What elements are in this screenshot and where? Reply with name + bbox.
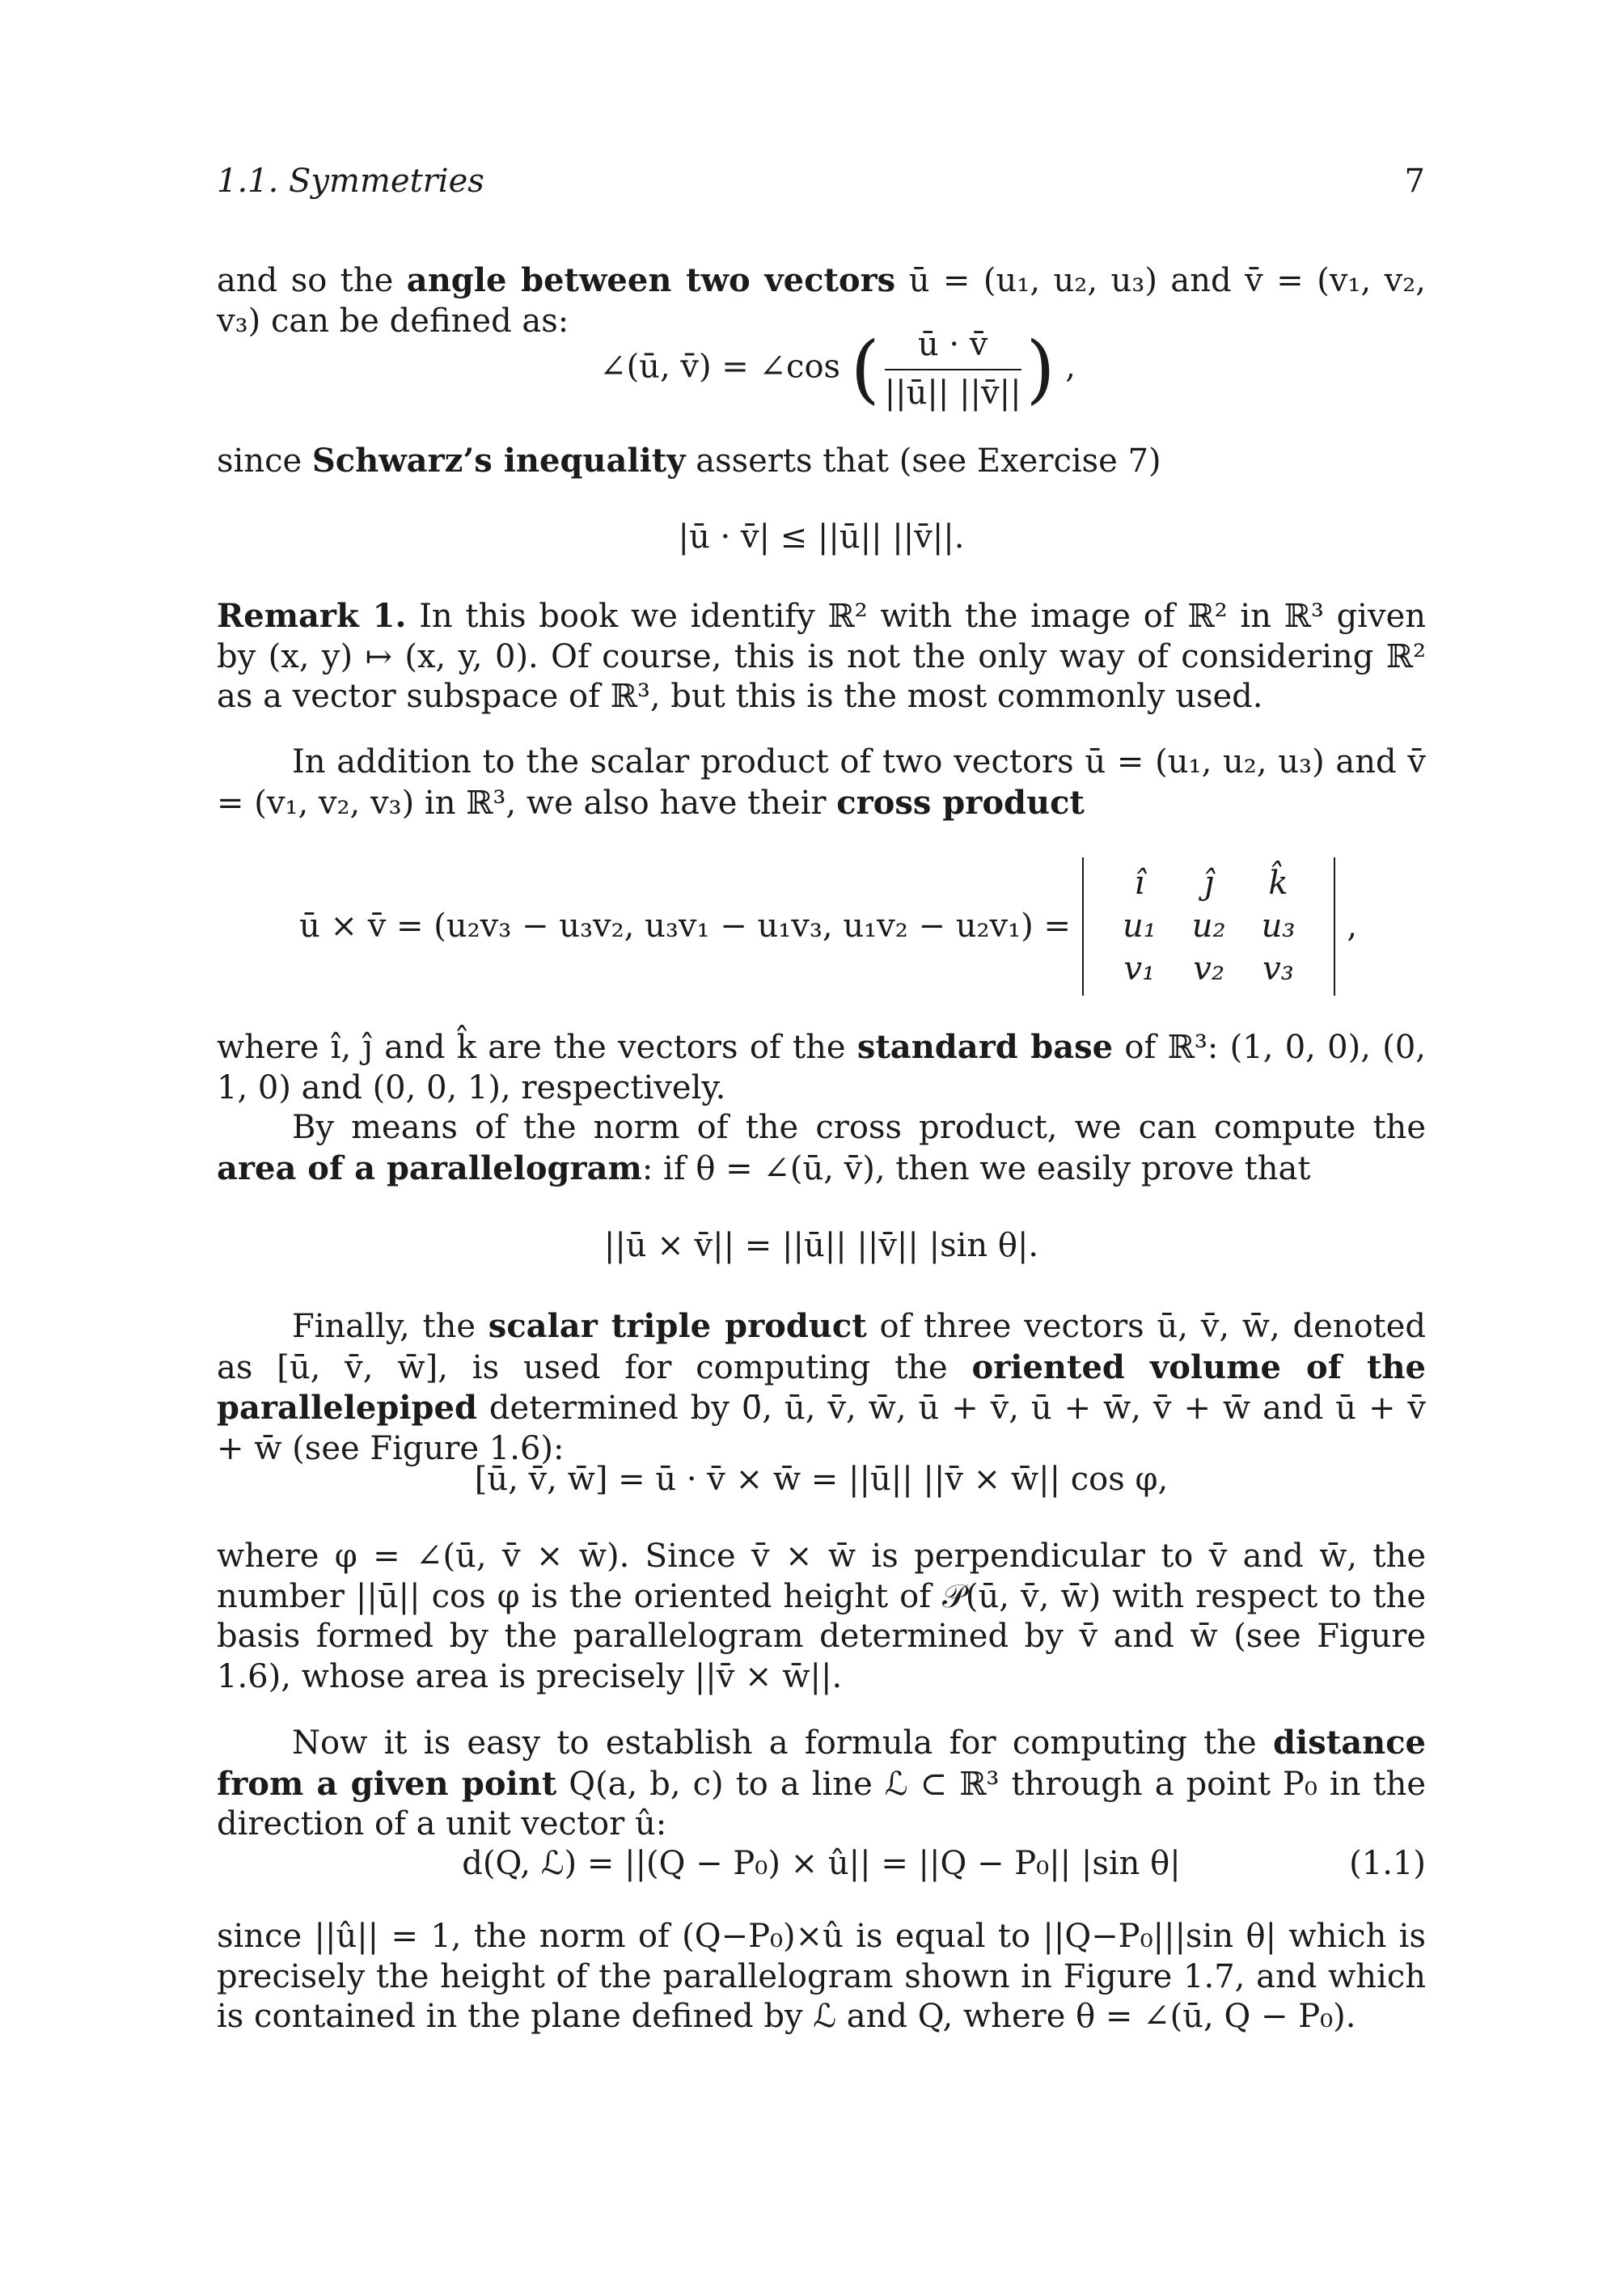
paragraph-distance: Now it is easy to establish a formula for computing the distance from a given point Q(a, b, c) to a line ℒ ⊂ ℝ³ through a point P₀ in the direction of a unit vector û: (217, 1724, 1427, 1842)
equation-triple-product: [ū, v̄, w̄] = ū · v̄ × w̄ = ||ū|| ||v̄ × w̄|| cos φ, (474, 1461, 1169, 1498)
paragraph-standard-base: where î, ĵ and k̂ are the vectors of the standard base of ℝ³: (1, 0, 0), (0, 1, 0) and (0, 0, 1), respectively. (217, 1028, 1426, 1106)
equation-number: (1.1) (1349, 1845, 1426, 1882)
det-cell: u₁ (1122, 907, 1157, 945)
remark-1: Remark 1. In this book we identify ℝ² with the image of ℝ² in ℝ³ given by (x, y) ↦ (x, y, 0). Of course, this is not the only way of considering ℝ² as a vector subspace of ℝ³, but this is the most commonly used. (217, 597, 1427, 715)
equation-angle: ∠(ū, v̄) = ∠cos ( $\frac{ū \cdot v̄}{||ū|| ||v̄||}$ ) , (599, 325, 1076, 412)
remark-label: Remark 1. (217, 597, 407, 635)
paragraph-schwarz: since Schwarz’s inequality asserts that (see Exercise 7) (217, 442, 1161, 480)
paragraph-height-explanation: since ||û|| = 1, the norm of (Q−P₀)×û is equal to ||Q−P₀|||sin θ| which is precisely the height of the parallelogram shown in Figure 1.7, and which is contained in the plane defined by ℒ and Q, where θ = ∠(ū, Q − P₀). (217, 1918, 1426, 2035)
det-cell: v₂ (1193, 950, 1224, 988)
determinant-matrix (1082, 857, 1335, 996)
equation-cross-norm: ||ū × v̄|| = ||ū|| ||v̄|| |sin θ|. (603, 1227, 1039, 1264)
det-cell: k̂ (1268, 865, 1288, 902)
paragraph-angle-definition: and so the angle between two vectors ū = (u₁, u₂, u₃) and v̄ = (v₁, v₂, v₃) can be defined as: (217, 261, 1426, 340)
equation-cross-product: ū × v̄ = (u₂v₃ − u₃v₂, u₃v₁ − u₁v₃, u₁v₂ − u₂v₁) = î ĵ k̂ u₁ u₂ u₃ v₁ v₂ v₃ , (299, 857, 1367, 996)
det-cell: u₂ (1191, 907, 1226, 945)
page-number: 7 (1404, 163, 1425, 200)
det-cell: u₃ (1261, 907, 1296, 945)
equation-distance: d(Q, ℒ) = ||(Q − P₀) × û|| = ||Q − P₀|| |sin θ| (1.1) (217, 1844, 1426, 1885)
paragraph-oriented-height: where φ = ∠(ū, v̄ × w̄). Since v̄ × w̄ is perpendicular to v̄ and w̄, the number ||ū|| cos φ is the oriented height of 𝒫(ū, v̄, w̄) with respect to the basis formed by the parallelogram determined by v̄ and w̄ (see Figure 1.6), whose area is precisely ||v̄ × w̄||. (217, 1538, 1426, 1695)
det-cell: ĵ (1203, 865, 1214, 902)
det-cell: v₃ (1262, 950, 1294, 988)
det-cell: î (1134, 865, 1145, 902)
paragraph-parallelogram-area: By means of the norm of the cross product, we can compute the area of a parallelogram: if θ = ∠(ū, v̄), then we easily prove that (217, 1109, 1426, 1187)
paragraph-cross-product: In addition to the scalar product of two vectors ū = (u₁, u₂, u₃) and v̄ = (v₁, v₂, v₃) in ℝ³, we also have their cross product (217, 743, 1426, 822)
paragraph-triple-product: Finally, the scalar triple product of three vectors ū, v̄, w̄, denoted as [ū, v̄, w̄], is used for computing the oriented volume of the parallelepiped determined by 0̄, ū, v̄, w̄, ū + v̄, ū + w̄, v̄ + w̄ and ū + v̄ + w̄ (see Figure 1.6): (217, 1307, 1426, 1467)
angle-fraction: $\frac{ū \cdot v̄}{||ū|| ||v̄||}$ (884, 326, 1021, 412)
det-cell: v₁ (1123, 950, 1156, 988)
running-header-section: 1.1. Symmetries (217, 163, 484, 200)
equation-schwarz: |ū · v̄| ≤ ||ū|| ||v̄||. (678, 518, 965, 556)
